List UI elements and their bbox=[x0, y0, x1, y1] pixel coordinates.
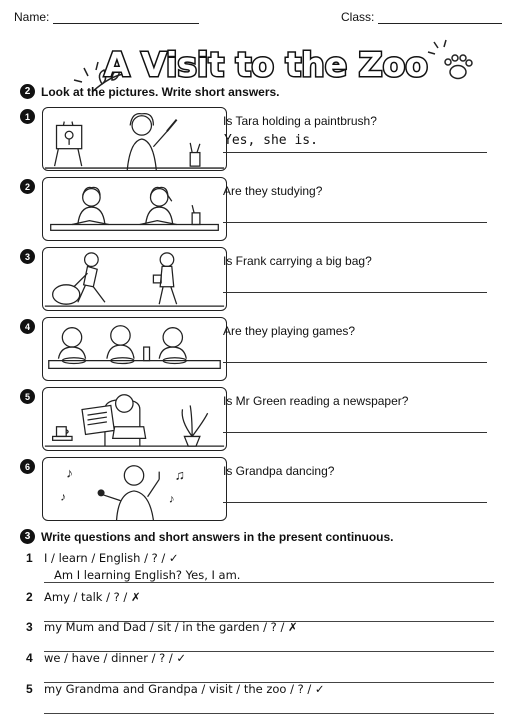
question-text: Are they studying? bbox=[223, 184, 323, 198]
answer-line[interactable] bbox=[223, 152, 487, 153]
class-line[interactable] bbox=[378, 12, 502, 24]
answer-text: Am I learning English? Yes, I am. bbox=[54, 568, 241, 582]
item-number: 1 bbox=[26, 551, 33, 565]
exercise-row bbox=[20, 387, 490, 453]
question-text: Is Tara holding a paintbrush? bbox=[223, 114, 377, 128]
item-number: 1 bbox=[20, 109, 35, 124]
name-field bbox=[14, 10, 199, 24]
item-number: 5 bbox=[26, 682, 33, 696]
answer-line[interactable] bbox=[223, 222, 487, 223]
grandpa-singing-icon bbox=[42, 457, 227, 521]
question-text: Are they playing games? bbox=[223, 324, 356, 338]
section-instruction: Write questions and short answers in the present continuous. bbox=[41, 529, 394, 544]
name-line[interactable] bbox=[53, 12, 199, 24]
svg-text:♫: ♫ bbox=[174, 467, 185, 483]
exercise-row bbox=[20, 317, 490, 383]
class-label: Class: bbox=[341, 10, 375, 24]
svg-text:♪: ♪ bbox=[60, 490, 67, 504]
paw-print-icon bbox=[445, 55, 472, 79]
kids-eating-icon bbox=[42, 317, 227, 381]
class-field bbox=[341, 10, 502, 24]
girl-painting-icon bbox=[42, 107, 227, 171]
item-number: 3 bbox=[20, 249, 35, 264]
exercise-row bbox=[20, 107, 490, 173]
answer-line[interactable] bbox=[223, 502, 487, 503]
answer-line[interactable] bbox=[223, 292, 487, 293]
sparkle-doodle-icon bbox=[428, 40, 446, 54]
section-number: 2 bbox=[20, 84, 35, 99]
boy-with-bag-icon bbox=[42, 247, 227, 311]
section-number: 3 bbox=[20, 529, 35, 544]
item-number: 3 bbox=[26, 620, 33, 634]
worksheet-title bbox=[0, 30, 512, 92]
question-text: Is Mr Green reading a newspaper? bbox=[223, 394, 409, 408]
item-number: 5 bbox=[20, 389, 35, 404]
section-3-heading bbox=[20, 529, 394, 544]
prompt-text: we / have / dinner / ? / ✓ bbox=[44, 651, 187, 665]
answer-line[interactable] bbox=[223, 432, 487, 433]
question-text: Is Frank carrying a big bag? bbox=[223, 254, 372, 268]
prompt-text: my Mum and Dad / sit / in the garden / ? / ✗ bbox=[44, 620, 298, 634]
name-label: Name: bbox=[14, 10, 50, 24]
exercise-row bbox=[20, 247, 490, 313]
prompt-text: my Grandma and Grandpa / visit / the zoo / ? / ✓ bbox=[44, 682, 325, 696]
svg-text:♪: ♪ bbox=[66, 465, 73, 481]
section-instruction: Look at the pictures. Write short answers. bbox=[41, 84, 280, 99]
answer-line[interactable] bbox=[44, 582, 494, 583]
svg-text:♪: ♪ bbox=[168, 492, 175, 506]
answer-line[interactable] bbox=[223, 362, 487, 363]
exercise-row bbox=[20, 457, 490, 523]
answer-line[interactable] bbox=[44, 713, 494, 714]
man-reading-icon bbox=[42, 387, 227, 451]
answer-text: Yes, she is. bbox=[224, 133, 318, 148]
exercise-row bbox=[20, 177, 490, 243]
title-text: A Visit to the Zoo bbox=[104, 45, 428, 84]
item-number: 4 bbox=[26, 651, 33, 665]
prompt-text: I / learn / English / ? / ✓ bbox=[44, 551, 179, 565]
item-number: 2 bbox=[26, 590, 33, 604]
item-number: 4 bbox=[20, 319, 35, 334]
prompt-text: Amy / talk / ? / ✗ bbox=[44, 590, 141, 604]
kids-studying-icon bbox=[42, 177, 227, 241]
item-number: 2 bbox=[20, 179, 35, 194]
question-text: Is Grandpa dancing? bbox=[223, 464, 335, 478]
item-number: 6 bbox=[20, 459, 35, 474]
section-2-heading bbox=[20, 84, 280, 99]
